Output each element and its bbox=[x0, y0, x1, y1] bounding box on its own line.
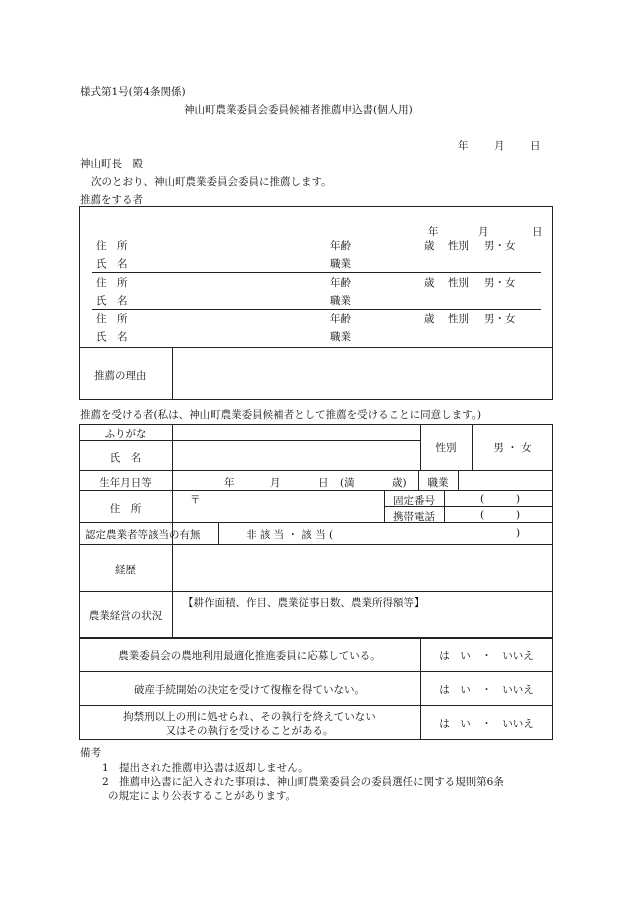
note-2-continued: の規定により公表することがあります。 bbox=[108, 790, 297, 802]
landline-label: 固定番号 bbox=[393, 495, 435, 507]
reason-field[interactable] bbox=[176, 352, 546, 396]
page-title: 神山町農業委員会委員候補者推薦申込書(個人用) bbox=[184, 104, 413, 116]
farm-status-hint: 【耕作面積、作目、農業従事日数、農業所得額等】 bbox=[183, 597, 425, 609]
rec3-age-label: 年齢 bbox=[330, 313, 351, 325]
mobile-close: ) bbox=[516, 509, 521, 521]
form-number: 様式第1号(第4条関係) bbox=[80, 86, 186, 98]
nominee-occupation-label: 職業 bbox=[427, 477, 449, 489]
rec2-address-label: 住 所 bbox=[96, 277, 128, 289]
nominee-gender-label: 性別 bbox=[435, 442, 457, 454]
rec-date-day: 日 bbox=[532, 226, 543, 238]
intro-text: 次のとおり、神山町農業委員会委員に推薦します。 bbox=[91, 176, 332, 188]
rec2-gender-options[interactable]: 男・女 bbox=[484, 277, 516, 289]
certified-options[interactable]: 非 該 当 ・ 該 当 ( bbox=[246, 529, 334, 541]
question-3-text-line2: 又はその執行を受けることがある。 bbox=[165, 725, 334, 737]
postal-mark: 〒 bbox=[190, 494, 201, 506]
certified-divider-top bbox=[79, 522, 553, 523]
farm-status-label: 農業経営の状況 bbox=[88, 610, 163, 622]
rec3-name-label: 氏 名 bbox=[96, 331, 128, 343]
rec1-age-unit: 歳 bbox=[424, 240, 435, 252]
birth-divider-top bbox=[79, 470, 553, 471]
age-open: (満 bbox=[340, 477, 355, 489]
rec3-gender-options[interactable]: 男・女 bbox=[484, 313, 516, 325]
birth-day: 日 bbox=[318, 477, 329, 489]
occupation-value-divider bbox=[458, 470, 459, 490]
date-month-label: 月 bbox=[494, 140, 505, 152]
nominee-address-label: 住 所 bbox=[109, 503, 142, 515]
mobile-open: ( bbox=[480, 509, 485, 521]
certified-col-divider bbox=[218, 522, 219, 544]
career-label: 経歴 bbox=[115, 564, 136, 576]
rec2-occupation-label: 職業 bbox=[330, 295, 351, 307]
career-field[interactable] bbox=[176, 548, 548, 586]
rec-date-year: 年 bbox=[428, 226, 439, 238]
question-3-answer[interactable]: は い ・ いいえ bbox=[439, 718, 534, 730]
rec2-name-label: 氏 名 bbox=[96, 295, 128, 307]
row-divider bbox=[92, 272, 541, 273]
nominee-address-field[interactable] bbox=[204, 492, 380, 520]
reason-col-divider bbox=[172, 347, 173, 400]
reason-divider bbox=[79, 347, 553, 348]
nominee-name-label: 氏 名 bbox=[109, 452, 142, 464]
landline-close: ) bbox=[516, 493, 521, 505]
nominee-occupation-field[interactable] bbox=[460, 472, 550, 488]
rec1-occupation-label: 職業 bbox=[330, 258, 351, 270]
rec3-age-unit: 歳 bbox=[424, 313, 435, 325]
addressee: 神山町長 殿 bbox=[80, 158, 143, 170]
landline-open: ( bbox=[480, 493, 485, 505]
rec1-name-label: 氏 名 bbox=[96, 258, 128, 270]
note-1: 1 提出された推薦申込書は返却しません。 bbox=[102, 762, 309, 774]
recommender-heading: 推薦をする者 bbox=[80, 194, 143, 206]
farm-status-field[interactable] bbox=[176, 610, 548, 634]
question-3-text-line1: 拘禁刑以上の刑に処せられ、その執行を終えていない bbox=[123, 711, 376, 723]
question-2-text: 破産手続開始の決定を受けて復権を得ていない。 bbox=[134, 684, 365, 696]
date-day-label: 日 bbox=[530, 140, 541, 152]
address-divider-top bbox=[79, 490, 553, 491]
date-year-label: 年 bbox=[458, 140, 469, 152]
rec2-age-unit: 歳 bbox=[424, 277, 435, 289]
rec-date-month: 月 bbox=[478, 226, 489, 238]
rec1-address-label: 住 所 bbox=[96, 240, 128, 252]
birth-label: 生年月日等 bbox=[99, 477, 152, 489]
rec2-gender-label: 性別 bbox=[448, 277, 469, 289]
nominee-gender-options[interactable]: 男 ・ 女 bbox=[493, 442, 532, 454]
rec3-gender-label: 性別 bbox=[448, 313, 469, 325]
birth-month: 月 bbox=[270, 477, 281, 489]
question-1-answer[interactable]: は い ・ いいえ bbox=[439, 650, 534, 662]
certified-close: ) bbox=[516, 527, 521, 539]
age-close: 歳) bbox=[392, 477, 407, 489]
row-divider bbox=[92, 309, 541, 310]
question-divider bbox=[79, 671, 553, 672]
nominee-heading: 推薦を受ける者(私は、神山町農業委員候補者として推薦を受けることに同意します。) bbox=[80, 409, 482, 421]
notes-heading: 備考 bbox=[80, 747, 101, 759]
farm-divider-top bbox=[79, 591, 553, 592]
rec3-address-label: 住 所 bbox=[96, 313, 128, 325]
career-divider-top bbox=[79, 544, 553, 545]
birth-year: 年 bbox=[224, 477, 235, 489]
rec1-gender-label: 性別 bbox=[448, 240, 469, 252]
reason-label: 推薦の理由 bbox=[94, 370, 147, 382]
mobile-label: 携帯電話 bbox=[393, 511, 435, 523]
note-2: 2 推薦申込書に記入された事項は、神山町農業委員会の委員選任に関する規則第6条 bbox=[102, 776, 504, 788]
furigana-label: ふりがな bbox=[104, 428, 147, 440]
nominee-name-field[interactable] bbox=[174, 443, 418, 467]
certified-label: 認定農業者等該当の有無 bbox=[85, 529, 201, 541]
question-1-text: 農業委員会の農地利用最適化推進委員に応募している。 bbox=[118, 650, 381, 662]
question-divider bbox=[79, 705, 553, 706]
rec3-occupation-label: 職業 bbox=[330, 331, 351, 343]
rec1-age-label: 年齢 bbox=[330, 240, 351, 252]
rec1-gender-options[interactable]: 男・女 bbox=[484, 240, 516, 252]
furigana-field[interactable] bbox=[174, 426, 418, 439]
question-2-answer[interactable]: は い ・ いいえ bbox=[439, 684, 534, 696]
rec2-age-label: 年齢 bbox=[330, 277, 351, 289]
